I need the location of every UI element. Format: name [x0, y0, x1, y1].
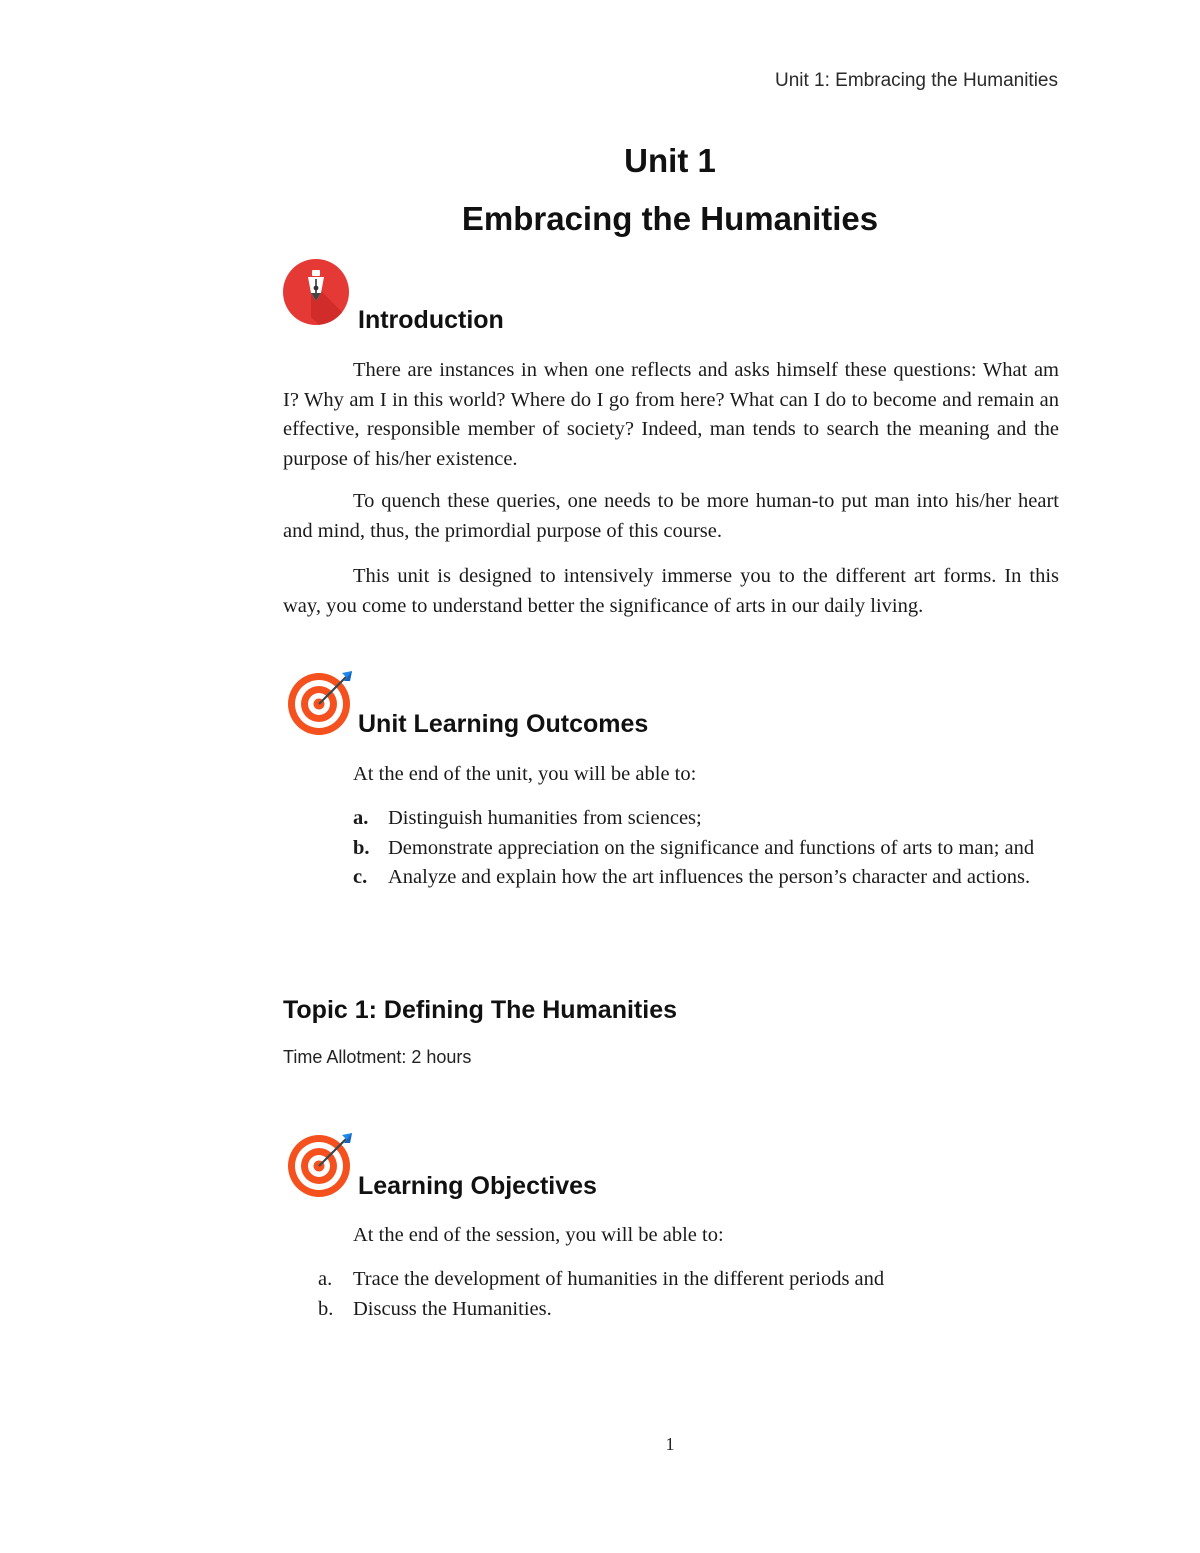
- objectives-list: [318, 1265, 1058, 1324]
- intro-paragraph-2: To quench these queries, one needs to be more human-to put man into his/her heart and mind, thus, the primordial purpose of this course.: [283, 490, 1059, 542]
- list-item-text: Analyze and explain how the art influences the person’s character and actions.: [388, 866, 1031, 888]
- list-marker: b.: [353, 836, 370, 859]
- list-item: [353, 804, 1059, 834]
- list-item-text: Demonstrate appreciation on the significance and functions of arts to man; and: [388, 836, 1035, 859]
- running-header: Unit 1: Embracing the Humanities: [774, 70, 1058, 91]
- introduction-heading: Introduction: [358, 306, 504, 334]
- list-marker: b.: [318, 1297, 334, 1320]
- target-icon: [286, 667, 356, 737]
- outcomes-list: [353, 804, 1059, 893]
- objectives-heading: Learning Objectives: [358, 1172, 597, 1200]
- intro-paragraph-3: This unit is designed to intensively immerse you to the different art forms. In this way, you come to understand better the significance of arts in our daily living.: [283, 565, 1059, 617]
- list-item: [318, 1295, 1058, 1325]
- target-icon: [286, 1129, 356, 1199]
- list-item-text: Discuss the Humanities.: [353, 1297, 552, 1320]
- pen-nib-icon: [281, 257, 351, 327]
- outcomes-heading: Unit Learning Outcomes: [358, 710, 649, 738]
- outcomes-lead: At the end of the unit, you will be able to:: [353, 763, 697, 785]
- list-item-text: Distinguish humanities from sciences;: [388, 807, 702, 829]
- time-allotment: Time Allotment: 2 hours: [283, 1047, 472, 1067]
- page-number: 1: [665, 1434, 675, 1454]
- list-item-text: Trace the development of humanities in the different periods and: [353, 1268, 885, 1290]
- list-marker: c.: [353, 866, 368, 888]
- objectives-lead: At the end of the session, you will be able to:: [353, 1224, 724, 1246]
- list-item: [318, 1265, 1058, 1295]
- list-item: [353, 834, 1059, 864]
- list-item: [353, 863, 1059, 893]
- topic-heading: Topic 1: Defining The Humanities: [283, 996, 678, 1024]
- unit-number: Unit 1: [624, 142, 716, 179]
- unit-title: Embracing the Humanities: [461, 200, 879, 237]
- list-marker: a.: [353, 807, 369, 829]
- list-marker: a.: [318, 1268, 333, 1290]
- intro-paragraph-1: There are instances in when one reflects and asks himself these questions: What am I? Why am I in this world? Where do I go from here? What can I do to become and remain an effective, responsible member of society? Indeed, man tends to search the meaning and the purpose of his/her existence.: [283, 359, 1059, 470]
